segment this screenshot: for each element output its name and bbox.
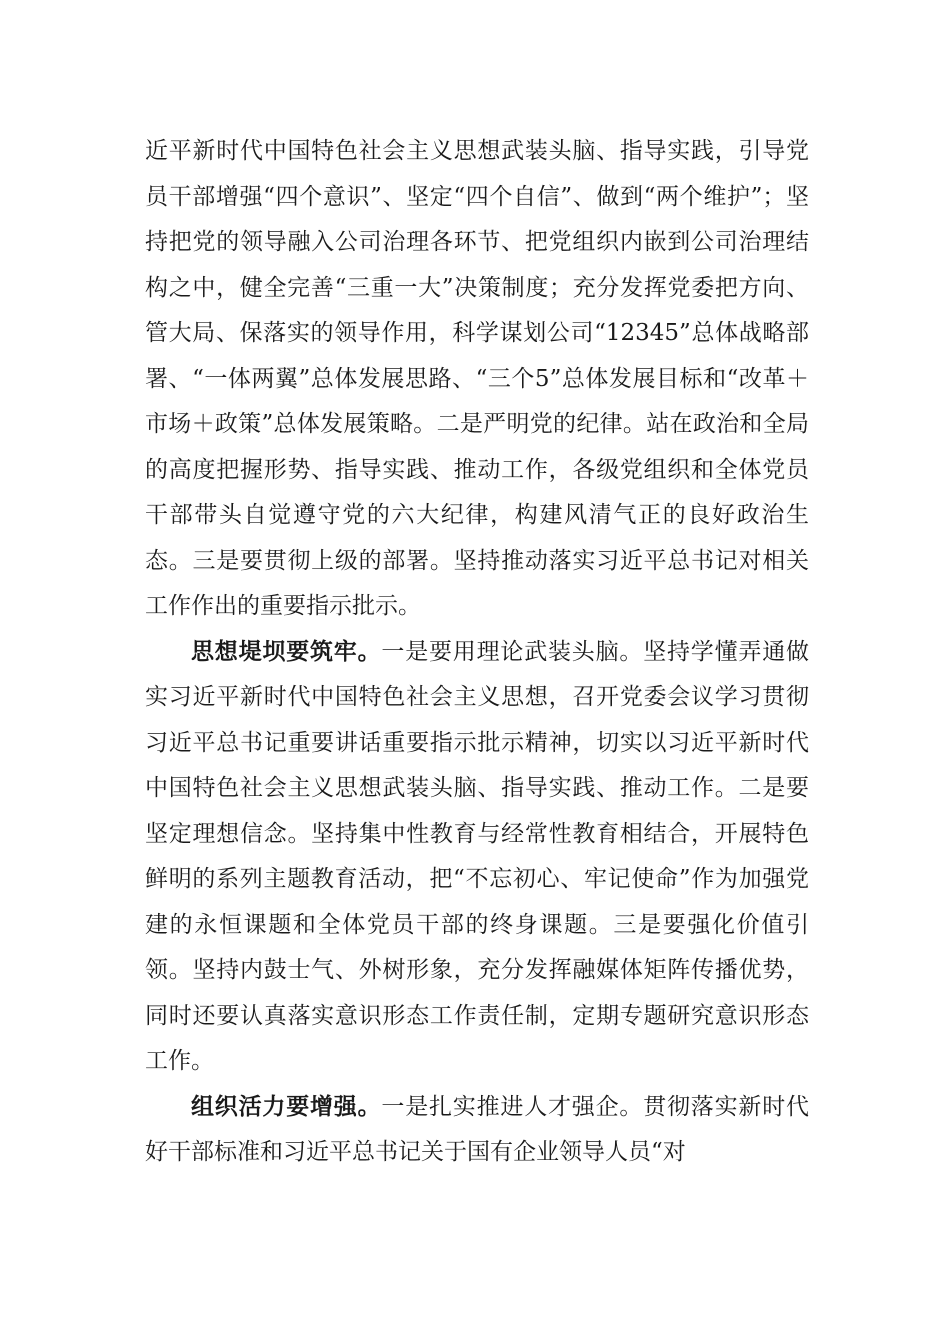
paragraph-3-text: 一是扎实推进人才强企。贯彻落实新时代好干部标准和习近平总书记关于国有企业领导人员“对 xyxy=(145,1093,810,1165)
paragraph-ideology xyxy=(145,630,809,1085)
paragraph-2-text: 一是要用理论武装头脑。坚持学懂弄通做实习近平新时代中国特色社会主义思想，召开党委会议学习贯彻习近平总书记重要讲话重要指示批示精神，切实以习近平新时代中国特色社会主义思想武装头脑、指导实践、推动工作。二是要坚定理想信念。坚持集中性教育与经常性教育相结合，开展特色鲜明的系列主题教育活动，把“不忘初心、牢记使命”作为加强党建的永恒课题和全体党员干部的终身课题。三是要强化价值引领。坚持内鼓士气、外树形象，充分发挥融媒体矩阵传播优势，同时还要认真落实意识形态工作责任制，定期专题研究意识形态工作。 xyxy=(145,638,810,1074)
paragraph-2-heading: 思想堤坝要筑牢。 xyxy=(191,638,382,665)
paragraph-1-text: 近平新时代中国特色社会主义思想武装头脑、指导实践，引导党员干部增强“四个意识”、坚定“四个自信”、做到“两个维护”；坚持把党的领导融入公司治理各环节、把党组织内嵌到公司治理结构之中，健全完善“三重一大”决策制度；充分发挥党委把方向、管大局、保落实的领导作用，科学谋划公司“12345”总体战略部署、“一体两翼”总体发展思路、“三个5”总体发展目标和“改革＋市场＋政策”总体发展策略。二是严明党的纪律。站在政治和全局的高度把握形势、指导实践、推动工作，各级党组织和全体党员干部带头自觉遵守党的六大纪律，构建风清气正的良好政治生态。三是要贯彻上级的部署。坚持推动落实习近平总书记对相关工作作出的重要指示批示。 xyxy=(145,138,809,619)
paragraph-continuation xyxy=(145,129,809,630)
paragraph-organization xyxy=(145,1085,809,1176)
document-page xyxy=(145,129,809,1176)
paragraph-3-heading: 组织活力要增强。 xyxy=(191,1093,382,1120)
